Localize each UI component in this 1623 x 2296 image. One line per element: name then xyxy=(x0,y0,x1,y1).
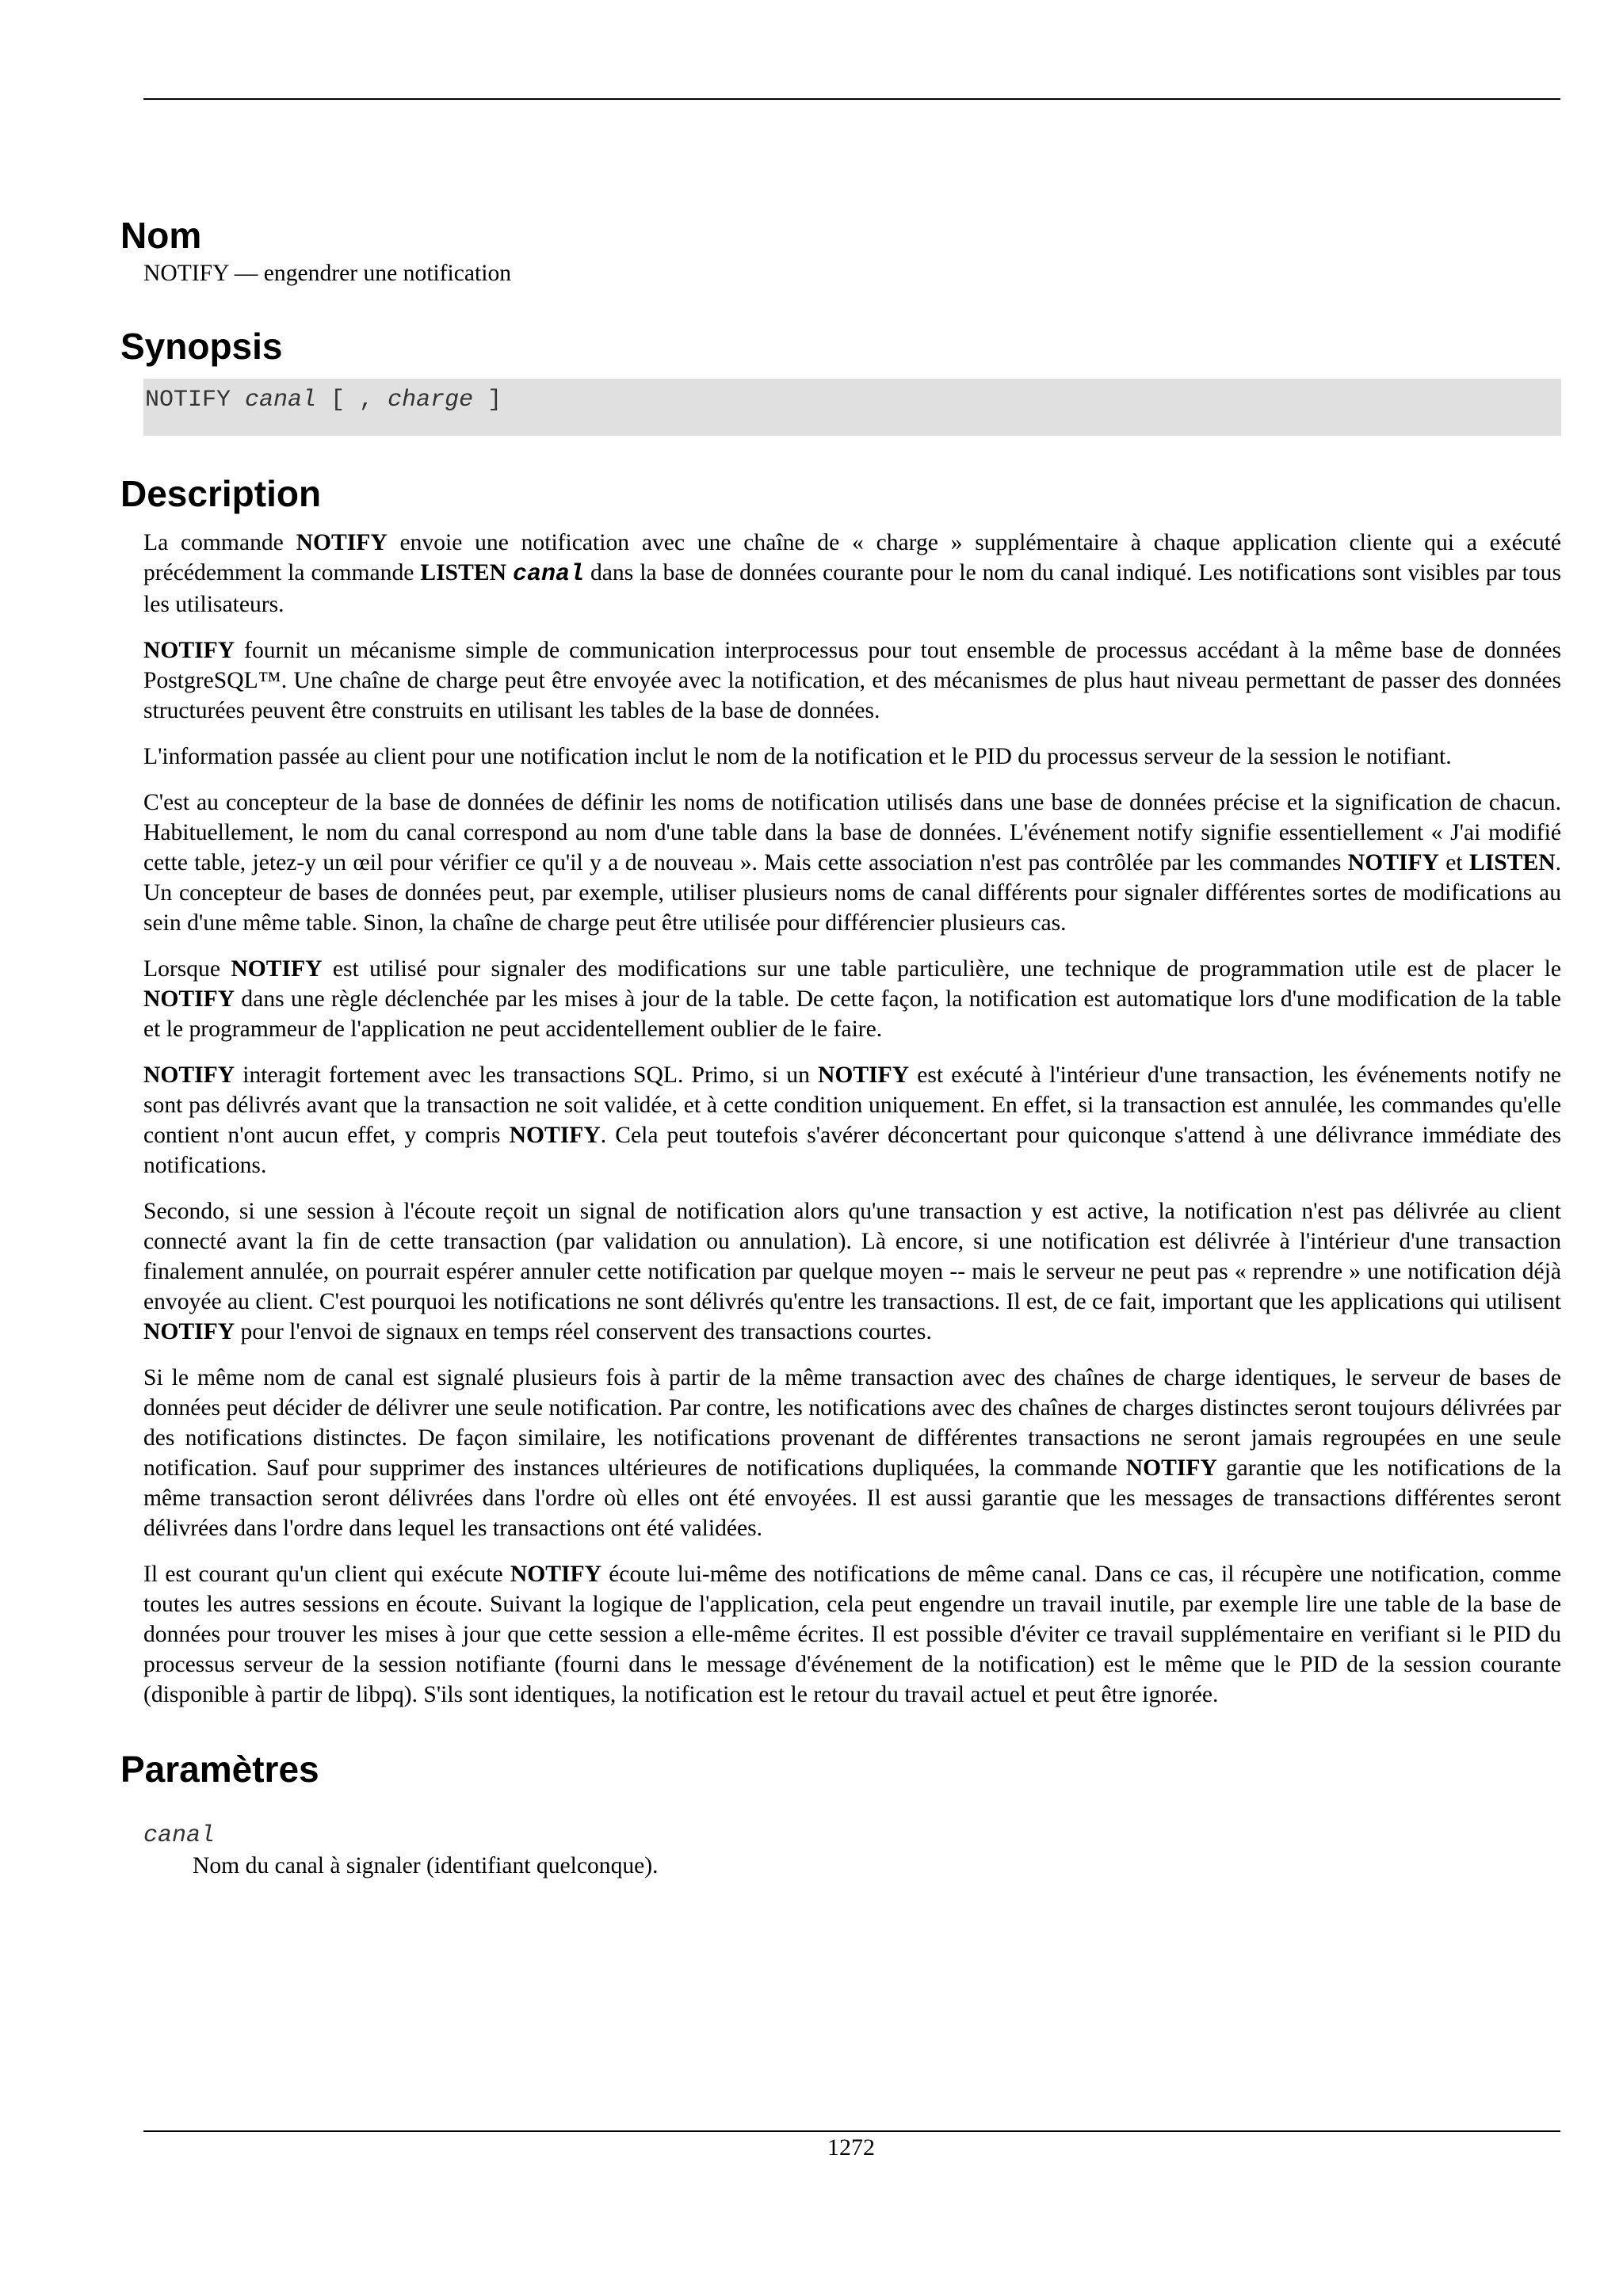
text-span: pour l'envoi de signaux en temps réel conservent des transactions courtes. xyxy=(235,1319,932,1344)
text-span: Si le même nom de canal est signalé plusieurs fois à partir de la même transaction avec des chaînes de charge identiques, le serveur de bases de données peut décider de délivrer une seule notification. Par contre, les notifications avec des chaînes de charges distinctes seront toujours délivrées par des notifications distinctes. De façon similaire, les notifications provenant de différentes transactions ne seront jamais regroupées en une seule notification. Sauf pour supprimer des instances ultérieures de notifications dupliquées, la commande xyxy=(143,1365,1561,1481)
text-span: Il est courant qu'un client qui exécute xyxy=(143,1562,510,1587)
text-span: Secondo, si une session à l'écoute reçoit un signal de notification alors qu'une transaction y est active, la notification n'est pas délivrée au client connecté avant la fin de cette transaction (par validation ou annulation). Là encore, si une notification est délivrée à l'intérieur d'une transaction finalement annulée, on pourrait espérer annuler cette notification par quelque moyen -- mais le serveur ne peut pas « reprendre » une notification déjà envoyée au client. C'est pourquoi les notifications ne sont délivrés qu'entre les transactions. Il est, de ce fait, important que les applications qui utilisent xyxy=(143,1199,1561,1314)
description-paragraph xyxy=(143,1196,1561,1347)
text-span: garantie que les notifications de la même transaction seront délivrées dans l'ordre où elles ont été envoyées. Il est aussi garantie que les messages de transactions différentes seront délivrées dans l'ordre dans lequel les transactions ont été validées. xyxy=(143,1455,1561,1541)
command-name: NOTIFY xyxy=(143,638,235,663)
command-name: LISTEN xyxy=(420,560,506,585)
description-paragraph xyxy=(143,1559,1561,1710)
description-paragraph xyxy=(143,635,1561,726)
synopsis-heading: Synopsis xyxy=(120,326,283,367)
description-paragraph xyxy=(143,954,1561,1044)
header-rule xyxy=(143,98,1560,100)
text-span: est utilisé pour signaler des modifications sur une table particulière, une technique de programmation utile est de placer le xyxy=(322,956,1561,982)
footer-rule xyxy=(143,2130,1560,2132)
synopsis-param-canal: canal xyxy=(245,387,317,414)
command-name: NOTIFY xyxy=(296,530,388,555)
command-name: NOTIFY xyxy=(143,1319,235,1344)
description-paragraph xyxy=(143,742,1561,772)
page-content xyxy=(120,212,1561,1881)
page-number: 1272 xyxy=(827,2134,875,2161)
section-parametres xyxy=(120,1746,1561,1881)
description-paragraph xyxy=(143,1363,1561,1543)
command-name: LISTEN xyxy=(1469,850,1556,875)
description-body xyxy=(143,528,1561,1710)
command-argument: canal xyxy=(512,561,584,588)
synopsis-keyword: NOTIFY xyxy=(145,387,231,414)
text-span: L'information passée au client pour une notification inclut le nom de la notification et le PID du processus serveur de la session le notifiant. xyxy=(143,744,1452,769)
description-paragraph xyxy=(143,528,1561,620)
description-paragraph xyxy=(143,788,1561,938)
command-name: NOTIFY xyxy=(1125,1455,1217,1481)
command-name: NOTIFY xyxy=(509,1123,601,1148)
text-span: La commande xyxy=(143,530,296,555)
text-span: Lorsque xyxy=(143,956,231,982)
text-span: écoute lui-même des notifications de même canal. Dans ce cas, il récupère une notification, comme toutes les autres sessions en écoute. Suivant la logique de l'application, cela peut engendre un travail inutile, par exemple lire une table de la base de données pour trouver les mises à jour que cette session a elle-même écrites. Il est possible d'éviter ce travail supplémentaire en verifiant si le PID du processus serveur de la session notifiante (fourni dans le message d'événement de la notification) est le même que le PID de la session courante (disponible à partir de libpq). S'ils sont identiques, la notification est le retour du travail actuel et peut être ignorée. xyxy=(143,1562,1561,1707)
parametres-heading: Paramètres xyxy=(120,1749,319,1790)
section-description xyxy=(120,471,1561,1710)
command-name: NOTIFY xyxy=(510,1562,601,1587)
section-synopsis xyxy=(120,323,1561,436)
parametres-list xyxy=(143,1821,1561,1881)
command-name: NOTIFY xyxy=(143,986,235,1012)
section-nom xyxy=(120,212,1561,288)
synopsis-param-charge: charge xyxy=(388,387,474,414)
text-span: dans une règle déclenchée par les mises à jour de la table. De cette façon, la notification est automatique lors d'une modification de la table et le programmeur de l'application ne peut accidentellement oublier de le faire. xyxy=(143,986,1561,1042)
text-span: interagit fortement avec les transactions SQL. Primo, si un xyxy=(235,1062,819,1088)
text-span: dans la base de données courante pour le nom du canal indiqué. Les notifications sont visibles par tous les utilisateurs. xyxy=(143,560,1561,617)
synopsis-code-block xyxy=(143,379,1561,436)
parameter-term: canal xyxy=(143,1822,216,1849)
text-span: . Cela peut toutefois s'avérer déconcertant pour quiconque s'attend à une délivrance immédiate des notifications. xyxy=(143,1123,1562,1178)
synopsis-bracket-open: [ , xyxy=(330,387,374,414)
description-heading: Description xyxy=(120,473,322,514)
nom-text: NOTIFY — engendrer une notification xyxy=(143,261,512,286)
command-name: NOTIFY xyxy=(143,1062,235,1088)
text-span: est exécuté à l'intérieur d'une transaction, les événements notify ne sont pas délivrés avant que la transaction ne soit validée, et à cette condition uniquement. En effet, si la transaction est annulée, les commandes qu'elle contient n'ont aucun effet, y compris xyxy=(143,1062,1561,1148)
text-span: . Un concepteur de bases de données peut, par exemple, utiliser plusieurs noms de canal différents pour signaler différentes sortes de modifications au sein d'une même table. Sinon, la chaîne de charge peut être utilisée pour différencier plusieurs cas. xyxy=(143,850,1562,936)
synopsis-bracket-close: ] xyxy=(487,387,502,414)
description-paragraph xyxy=(143,1060,1561,1180)
text-span: fournit un mécanisme simple de communication interprocessus pour tout ensemble de processus accédant à la même base de données PostgreSQL™. Une chaîne de charge peut être envoyée avec la notification, et des mécanismes de plus haut niveau permettant de passer des données structurées peuvent être construits en utilisant les tables de la base de données. xyxy=(143,638,1561,723)
text-span: et xyxy=(1438,850,1470,875)
text-span: C'est au concepteur de la base de données de définir les noms de notification utilisés dans une base de données précise et la signification de chacun. Habituellement, le nom du canal correspond au nom d'une table dans la base de données. L'événement notify signifie essentiellement « J'ai modifié cette table, jetez-y un œil pour vérifier ce qu'il y a de nouveau ». Mais cette association n'est pas contrôlée par les commandes xyxy=(143,790,1561,875)
nom-heading: Nom xyxy=(120,215,202,256)
parameter-description: Nom du canal à signaler (identifiant quelconque). xyxy=(193,1853,659,1878)
command-name: NOTIFY xyxy=(818,1062,910,1088)
command-name: NOTIFY xyxy=(1347,850,1439,875)
command-name: NOTIFY xyxy=(231,956,323,982)
text-span: envoie une notification avec une chaîne de « charge » supplémentaire à chaque application cliente qui a exécuté précédemment la commande xyxy=(143,530,1562,585)
